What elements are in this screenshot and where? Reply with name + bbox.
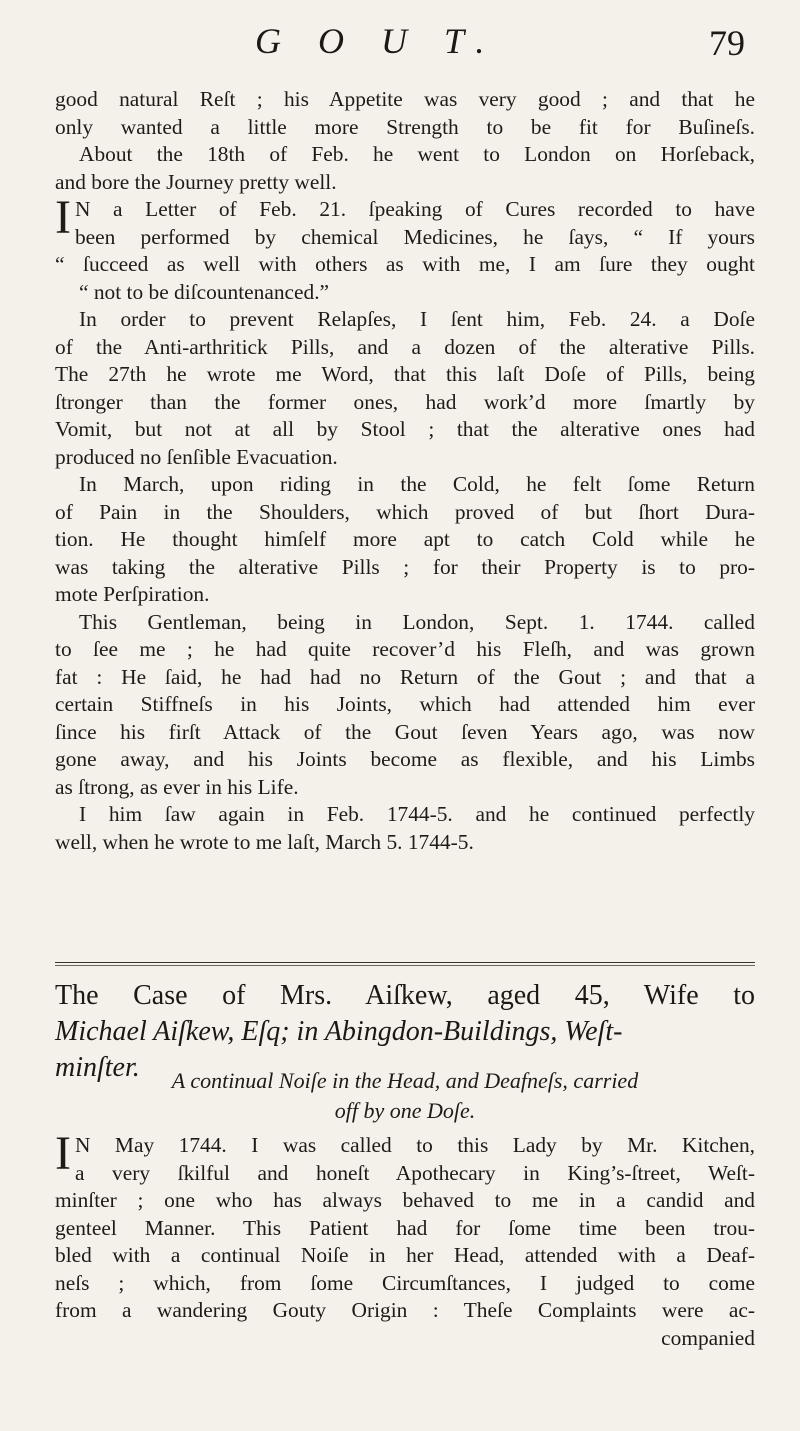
text-line: of Pain in the Shoulders, which proved of but ſhort Dura- [55,499,755,524]
text-line: been performed by chemical Medicines, he ſays, “ If yours [74,224,755,249]
text-line: as ſtrong, as ever in his Life. [55,774,299,799]
text-line: “ not to be diſcountenanced.” [79,279,330,304]
case-body [55,1127,755,1352]
text-line: produced no ſenſible Evacuation. [55,444,338,469]
drop-cap: I [55,191,71,244]
text-line: a very ſkilful and honeſt Apothecary in King’s-ſtreet, Weſt- [74,1160,755,1185]
text-line: neſs ; which, from ſome Circumſtances, I judged to come [55,1270,755,1295]
catchword: companied [661,1325,755,1350]
text-line: good natural Reſt ; his Appetite was very good ; and that he [55,87,755,111]
text-line: was taking the alterative Pills ; for their Property is to pro- [55,554,755,579]
section-divider [55,962,755,966]
body-text [55,86,755,856]
case-heading-line: Michael Aiſkew, Eſq; in Abingdon-Buildings, Weſt- [55,1016,623,1047]
text-line: I him ſaw again in Feb. 1744-5. and he continued perfectly [79,802,755,826]
subtitle-line: off by one Doſe. [334,1098,476,1123]
text-line: N a Letter of Feb. 21. ſpeaking of Cures recorded to have [74,197,755,221]
text-line: only wanted a little more Strength to be fit for Buſineſs. [55,114,755,139]
paragraph-letter [55,191,755,306]
text-line: In March, upon riding in the Cold, he felt ſome Return [79,472,755,496]
text-line: genteel Manner. This Patient had for ſome time been trou- [55,1215,755,1240]
text-line: About the 18th of Feb. he went to London on Horſeback, [79,142,755,166]
text-line: bled with a continual Noiſe in her Head, attended with a Deaf- [55,1243,755,1267]
case-heading-line: minſter. [55,1052,140,1083]
running-head: G O U T. [255,21,499,61]
text-line: The 27th he wrote me Word, that this laſt Doſe of Pills, being [55,362,755,386]
text-line: minſter ; one who has always behaved to me in a candid and [55,1188,755,1212]
text-line: ſtronger than the former ones, had work’d more ſmartly by [55,389,755,414]
text-line: N May 1744. I was called to this Lady by Mr. Kitchen, [74,1133,755,1157]
subtitle-line: A continual Noiſe in the Head, and Deafneſs, carried [171,1068,639,1093]
text-line: mote Perſpiration. [55,582,210,606]
page-number: 79 [709,23,745,63]
text-line: well, when he wrote to me laſt, March 5. 1744-5. [55,829,474,854]
text-line: from a wandering Gouty Origin : Theſe Complaints were ac- [55,1298,755,1322]
text-line: ſince his firſt Attack of the Gout ſeven Years ago, was now [55,719,755,744]
text-line: gone away, and his Joints become as flexible, and his Limbs [55,747,755,771]
text-line: of the Anti-arthritick Pills, and a dozen of the alterative Pills. [55,334,755,359]
text-line: fat : He ſaid, he had had no Return of the Gout ; and that a [55,664,755,689]
text-line: “ ſucceed as well with others as with me, I am ſure they ought [55,252,755,276]
text-line: to ſee me ; he had quite recover’d his Fleſh, and was grown [55,637,755,661]
drop-cap: I [55,1127,71,1180]
page-header [0,14,800,84]
text-line: This Gentleman, being in London, Sept. 1. 1744. called [79,609,755,634]
text-line: and bore the Journey pretty well. [55,169,337,194]
text-line: certain Stiffneſs in his Joints, which had attended him ever [55,692,755,716]
case-heading-line: The Case of Mrs. Aiſkew, aged 45, Wife to [55,980,755,1011]
text-line: tion. He thought himſelf more apt to catch Cold while he [55,527,755,551]
text-line: In order to prevent Relapſes, I ſent him, Feb. 24. a Doſe [79,307,755,331]
text-line: Vomit, but not at all by Stool ; that the alterative ones had [55,417,755,441]
case-subtitle [55,1066,755,1126]
